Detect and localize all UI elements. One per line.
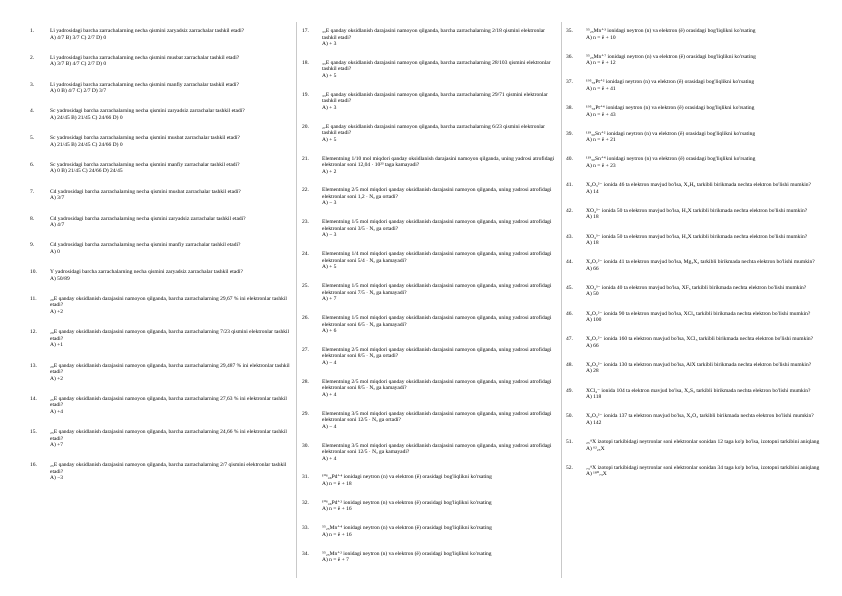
question-text: XCl₄⁻ ionida 104 ta elektron mavjud bo'lsa, X₂S₃ tarkibli birikmada nechta elektron bo'lishi mumkin? — [586, 387, 811, 394]
question-text: Sc yadrosidagi barcha zarrachalarning necha qismini musbat zarrachalar tashkil etadi? — [50, 135, 240, 142]
question-item — [30, 363, 292, 383]
question-number: 38. — [566, 105, 573, 112]
answer-text: A) + 3 — [322, 104, 337, 111]
question-item — [30, 189, 292, 202]
question-number: 40. — [566, 156, 573, 163]
question-number: 7. — [30, 188, 35, 195]
answer-text: A) 50/89 — [50, 275, 70, 282]
question-item — [566, 234, 828, 247]
question-text: Li yadrosidagi barcha zarrachalarning necha qismini manfiy zarrachalar tashkil etadi? — [50, 81, 239, 88]
answer-text: A) + 3 — [322, 41, 337, 47]
question-item — [30, 242, 292, 255]
question-number: 3. — [30, 81, 35, 88]
question-item — [302, 474, 558, 487]
question-text: Y yadrosidagi barcha zarrachalarning necha qismini zaryadsiz zarrachalar tashkil etadi? — [50, 269, 243, 276]
question-item — [566, 208, 828, 221]
answer-text: A) +7 — [50, 442, 64, 449]
answer-text: A) n = ē + 41 — [586, 85, 616, 92]
question-number: 21. — [302, 155, 309, 162]
question-text: X₂O₇²⁻ ionida 41 ta elektron mavjud bo'lsa, Mg₃X₂ tarkibli birikmada nechta elektron bo'lishi mumkin? — [586, 259, 815, 266]
answer-text: A) + 5 — [322, 136, 337, 143]
answer-text: A) +1 — [50, 342, 64, 349]
question-item — [566, 465, 828, 478]
question-text: ₇₃ᴬX izotopi tarkibidagi neytronlar soni elektronlar sonidan 34 taga ko'p bo'lsa, izotopni tarkibini aniqlang — [586, 464, 820, 471]
question-number: 8. — [30, 215, 35, 222]
question-item — [302, 525, 558, 538]
answer-text: A) n = ē + 23 — [586, 162, 616, 169]
question-item — [302, 347, 558, 367]
answer-text: A) ¹⁸⁰₇₃X — [586, 471, 607, 478]
answer-text: A) − 3 — [322, 232, 337, 239]
question-number: 23. — [302, 219, 309, 226]
question-text: Elementning 3/5 mol miqdori qanday oksidlanish darajasini namoyon qilganda, uning yadrosi atrofidagi elektronlar soni 12/5 · Nₐ ga kamayadi? — [322, 442, 552, 456]
question-item — [302, 443, 558, 463]
question-item — [30, 55, 292, 68]
question-item — [302, 219, 558, 239]
question-text: Li yadrosidagi barcha zarrachalarning necha qismini musbat zarrachalar tashkil etadi? — [50, 54, 240, 61]
answer-text: A) 50 — [586, 291, 599, 298]
question-item — [566, 439, 828, 452]
question-item — [30, 462, 292, 482]
column-divider — [296, 22, 297, 578]
question-item — [30, 82, 292, 95]
question-text: ₂₅E qanday oksidlanish darajasini namoyon qilganda, barcha zarrachalarning 2/7 qismini elektronlar tashkil etadi? — [50, 462, 287, 475]
answer-text: A) −3 — [50, 475, 64, 482]
question-number: 33. — [302, 525, 309, 532]
question-text: ¹⁰⁶₄₆Pd⁺² ionidagi neytron (n) va elektron (ē) orasidagi bog'liqlikni ko'rsating — [322, 499, 492, 506]
question-number: 18. — [302, 59, 309, 66]
question-item — [302, 551, 558, 564]
answer-text: A) n = ē + 12 — [586, 60, 616, 67]
question-item — [30, 216, 292, 229]
question-item — [302, 28, 558, 48]
question-text: Elementning 1/5 mol miqdori qanday oksidlanish darajasini namoyon qilganda, uning yadrosi atrofidagi elektronlar soni 6/5 · Nₐ ga kamayadi? — [322, 315, 552, 328]
question-number: 44. — [566, 259, 573, 266]
question-number: 12. — [30, 329, 37, 336]
question-text: ⁵⁵₂₅Mn⁺² ionidagi neytron (n) va elektron (ē) orasidagi bog'liqlikni ko'rsating — [322, 550, 492, 557]
answer-text: A) 24/45 B) 21/45 C) 24/66 D) 0 — [50, 114, 123, 121]
question-item — [30, 162, 292, 175]
answer-text: A) 66 — [586, 265, 599, 272]
question-number: 26. — [302, 315, 309, 322]
answer-text: A) 28 — [586, 368, 599, 375]
question-text: X₂O₃²⁻ ionida 130 ta elektron mavjud bo'lsa, AlX tarkibli birikmada nechta elektron bo'lishi mumkin? — [586, 361, 812, 368]
question-text: Sc yadrosidagi barcha zarrachalarning necha qismini manfiy zarrachalar tashkil etadi? — [50, 161, 240, 168]
question-text: X₂O₃²⁻ ionida 137 ta elektron mavjud bo'lsa, X₂O₃ tarkibli birikmada nechta elektron bo'lishi mumkin? — [586, 413, 814, 420]
question-number: 6. — [30, 161, 35, 168]
question-item — [566, 105, 828, 118]
answer-text: A) 0 B) 21/45 C) 24/66 D) 24/45 — [50, 168, 123, 175]
question-text: X₂O₇²⁻ ionida 160 ta elektron mavjud bo'lsa, XCl₃ tarkibli birikmada nechta elektron bo'lishi mumkin? — [586, 336, 814, 343]
answer-text: A) n = ē + 18 — [322, 480, 352, 487]
question-number: 31. — [302, 474, 309, 481]
answer-text: A) n = ē + 16 — [322, 531, 352, 538]
answer-text: A) n = ē + 10 — [586, 34, 616, 41]
question-text: Elementning 1/4 mol miqdori qanday oksidlanish darajasini namoyon qilganda, uning yadrosi atrofidagi elektronlar soni 5/4 · Nₐ ga kamayadi? — [322, 251, 552, 264]
question-item — [302, 187, 558, 207]
question-number: 13. — [30, 362, 37, 369]
question-text: Cd yadrosidagi barcha zarrachalarning necha qismini manfiy zarrachalar tashkil etadi? — [50, 242, 241, 249]
question-number: 10. — [30, 269, 37, 276]
question-item — [302, 124, 558, 144]
answer-text: A) n = ē + 21 — [586, 137, 616, 144]
answer-text: A) n = ē + 7 — [322, 557, 349, 564]
question-number: 35. — [566, 28, 573, 34]
question-number: 47. — [566, 336, 573, 343]
answer-text: A) + 5 — [322, 264, 337, 271]
answer-text: A) +2 — [50, 308, 64, 315]
answer-text: A) + 6 — [322, 328, 337, 335]
answer-text: A) 3/7 B) 4/7 C) 2/7 D) 0 — [50, 61, 107, 68]
answer-text: A) 118 — [586, 394, 602, 401]
question-text: ₃₃E qanday oksidlanish darajasini namoyon qilganda, barcha zarrachalarning 29/71 qismini elektronlar tashkil etadi? — [322, 91, 548, 105]
answer-text: A) − 3 — [322, 200, 337, 207]
answer-text: A) n = ē + 16 — [322, 506, 352, 513]
question-number: 32. — [302, 499, 309, 506]
answer-text: A) ⁶²₂₅X — [586, 445, 605, 452]
question-item — [566, 362, 828, 375]
question-text: ⁵⁵₂₅Mn⁺⁷ ionidagi neytron (n) va elektron (ē) orasidagi bog'liqlikni ko'rsating — [586, 53, 756, 60]
question-number: 39. — [566, 130, 573, 137]
question-text: ⁵⁵₂₅Mn⁺³ ionidagi neytron (n) va elektron (ē) orasidagi bog'liqlikni ko'rsating — [586, 28, 756, 34]
answer-text: A) + 4 — [322, 391, 337, 398]
answer-text: A) − 4 — [322, 359, 337, 366]
question-item — [566, 131, 828, 144]
question-item — [30, 396, 292, 416]
question-number: 5. — [30, 135, 35, 142]
question-number: 20. — [302, 123, 309, 130]
question-text: Elementning 1/5 mol miqdori qanday oksidlanish darajasini namoyon qilganda, uning yadrosi atrofidagi elektronlar soni 7/5 · Nₐ ga kamayadi? — [322, 283, 552, 296]
answer-text: A) 0 — [50, 248, 60, 255]
answer-text: A) 18 — [586, 240, 599, 246]
answer-text: A) 0 B) 4/7 C) 2/7 D) 3/7 — [50, 88, 107, 95]
answer-text: A) 14 — [586, 188, 599, 195]
question-text: Cd yadrosidagi barcha zarrachalarning necha qismini zaryadsiz zarrachalar tashkil etadi? — [50, 215, 246, 222]
question-item — [30, 429, 292, 449]
question-text: ₂₅E qanday oksidlanish darajasini namoyon qilganda, barcha zarrachalarning 24,66 % ini elektronlar tashkil etadi? — [50, 429, 287, 442]
question-number: 25. — [302, 283, 309, 290]
question-text: ¹¹⁹₅₀Sn⁺⁴ ionidagi neytron (n) va elektron (ē) orasidagi bog'liqlikni ko'rsating — [586, 156, 756, 163]
question-number: 30. — [302, 442, 309, 449]
question-item — [566, 79, 828, 92]
question-number: 24. — [302, 251, 309, 258]
question-number: 36. — [566, 53, 573, 60]
question-number: 29. — [302, 410, 309, 417]
question-item — [566, 336, 828, 349]
question-item — [566, 259, 828, 272]
question-number: 50. — [566, 413, 573, 420]
answer-text: A) +2 — [50, 375, 64, 382]
question-number: 1. — [30, 28, 35, 34]
question-number: 4. — [30, 108, 35, 115]
question-text: Elementning 2/5 mol miqdori qanday oksidlanish darajasini namoyon qilganda, uning yadrosi atrofidagi elektronlar soni 8/5 · Nₐ ga kamayadi? — [322, 378, 552, 392]
question-number: 43. — [566, 233, 573, 240]
question-item — [30, 135, 292, 148]
question-text: Elementning 1/5 mol miqdori qanday oksidlanish darajasini namoyon qilganda, uning yadrosi atrofidagi elektronlar soni 3/5 · Nₐ ga ortadi? — [322, 219, 552, 232]
question-number: 45. — [566, 284, 573, 291]
question-number: 14. — [30, 395, 37, 402]
question-item — [302, 156, 558, 176]
question-number: 51. — [566, 439, 573, 445]
question-text: ₂₅E qanday oksidlanish darajasini namoyon qilganda, barcha zarrachalarning 27,63 % ini elektronlar tashkil etadi? — [50, 395, 287, 409]
question-number: 11. — [30, 295, 37, 302]
answer-text: A) 4/7 B) 3/7 C) 2/7 D) 0 — [50, 34, 107, 41]
question-number: 49. — [566, 387, 573, 394]
question-item — [30, 28, 292, 41]
question-number: 19. — [302, 91, 309, 98]
column-2 — [302, 28, 558, 576]
answer-text: A) + 2 — [322, 168, 337, 175]
question-number: 16. — [30, 462, 37, 469]
question-number: 37. — [566, 79, 573, 86]
question-text: XO₄³⁻ ionida 50 ta elektron mavjud bo'lsa, H₃X tarkibli birikmada nechta elektron bo'lishi mumkin? — [586, 207, 808, 214]
question-item — [302, 379, 558, 399]
question-text: ¹⁰⁶₄₆Pd⁺⁴ ionidagi neytron (n) va elektron (ē) orasidagi bog'liqlikni ko'rsating — [322, 474, 492, 481]
answer-text: A) 100 — [586, 317, 602, 324]
answer-text: A) + 5 — [322, 72, 337, 79]
question-text: X₂O₇²⁻ ionida 90 ta elektron mavjud bo'lsa, XCl₆ tarkibli birikmada nechta elektron bo'lishi mumkin? — [586, 310, 811, 317]
question-item — [302, 500, 558, 513]
question-number: 2. — [30, 54, 35, 61]
answer-text: A) 4/7 — [50, 222, 65, 229]
question-number: 27. — [302, 346, 309, 353]
column-1 — [30, 28, 292, 496]
question-text: ₂₉E qanday oksidlanish darajasini namoyon qilganda, barcha zarrachalarning 7/23 qismini elektronlar tashkil etadi? — [50, 329, 290, 342]
question-item — [30, 269, 292, 282]
question-number: 34. — [302, 550, 309, 557]
answer-text: A) 142 — [586, 419, 602, 426]
answer-text: A) 66 — [586, 342, 599, 349]
question-item — [30, 329, 292, 349]
question-item — [302, 283, 558, 303]
question-number: 48. — [566, 361, 573, 368]
question-text: ₃₃E qanday oksidlanish darajasini namoyon qilganda, barcha zarrachalarning 2/18 qismini elektronlar tashkil etadi? — [322, 28, 545, 41]
question-item — [30, 296, 292, 316]
question-text: ₂₅ᴬX izotopi tarkibidagi neytronlar soni elektronlar sonidan 12 taga ko'p bo'lsa, izotopni tarkibini aniqlang — [586, 439, 820, 445]
question-text: ₃₃E qanday oksidlanish darajasini namoyon qilganda, barcha zarrachalarning 28/103 qismini elektronlar tashkil etadi? — [322, 59, 551, 73]
question-number: 22. — [302, 187, 309, 194]
question-text: Elementning 2/5 mol miqdori qanday oksidlanish darajasini namoyon qilganda, uning yadrosi atrofidagi elektronlar soni 8/5 · Nₐ ga ortadi? — [322, 346, 552, 360]
question-text: Elementning 1/10 mol miqdori qanday oksidlanish darajasini namoyon qilganda, uning yadrosi atrofidagi elektronlar soni 12,04 · 10²³ taga kamayadi? — [322, 155, 555, 169]
answer-text: A) 3/7 — [50, 195, 65, 202]
question-number: 41. — [566, 182, 573, 189]
question-item — [566, 54, 828, 67]
question-text: ⁵⁵₂₅Mn⁺⁴ ionidagi neytron (n) va elektron (ē) orasidagi bog'liqlikni ko'rsating — [322, 525, 492, 532]
question-item — [302, 315, 558, 335]
answer-text: A) +4 — [50, 408, 64, 415]
question-text: Li yadrosidagi barcha zarrachalarning necha qismini zaryadsiz zarrachalar tashkil etadi? — [50, 28, 245, 34]
question-text: ₂₉E qanday oksidlanish darajasini namoyon qilganda, barcha zarrachalarning 29,487 % ini elektronlar tashkil etadi? — [50, 362, 290, 376]
question-item — [302, 60, 558, 80]
question-item — [302, 251, 558, 271]
question-item — [566, 28, 828, 41]
question-text: XO₄³⁻ ionida 50 ta elektron mavjud bo'lsa, H₃X tarkibli birikmada nechta elektron bo'lishi mumkin? — [586, 233, 808, 240]
question-text: Elementning 3/5 mol miqdori qanday oksidlanish darajasini namoyon qilganda, uning yadrosi atrofidagi elektronlar soni 12/5 · Nₐ ga ortadi? — [322, 410, 552, 424]
question-text: ¹⁹⁵₇₈Pt⁺⁴ ionidagi neytron (n) va elektron (ē) orasidagi bog'liqlikni ko'rsating — [586, 105, 755, 112]
question-number: 28. — [302, 378, 309, 385]
answer-text: A) 18 — [586, 214, 599, 221]
question-item — [566, 388, 828, 401]
question-item — [566, 413, 828, 426]
question-text: Elementning 2/5 mol miqdori qanday oksidlanish darajasini namoyon qilganda, uning yadrosi atrofidagi elektronlar soni 1,2 · Nₐ ga ortadi? — [322, 187, 552, 200]
question-item — [566, 311, 828, 324]
answer-text: A) n = ē + 43 — [586, 111, 616, 118]
question-number: 15. — [30, 429, 37, 436]
question-text: ¹⁹⁵₇₈Pt⁺² ionidagi neytron (n) va elektron (ē) orasidagi bog'liqlikni ko'rsating — [586, 79, 755, 86]
answer-text: A) − 4 — [322, 423, 337, 430]
question-item — [566, 285, 828, 298]
question-item — [302, 92, 558, 112]
question-number: 9. — [30, 242, 35, 249]
question-text: XO₄³⁻ ionida 40 ta elektron mavjud bo'lsa, XF₅ tarkibli birikmada nechta elektron bo'lishi mumkin? — [586, 284, 807, 291]
answer-text: A) 21/45 B) 24/45 C) 24/66 D) 0 — [50, 141, 123, 148]
question-text: Sc yadrosidagi barcha zarrachalarning necha qismini zaryadsiz zarrachalar tashkil etadi? — [50, 108, 245, 115]
answer-text: A) + 4 — [322, 455, 337, 462]
column-3 — [566, 28, 828, 490]
question-number: 52. — [566, 464, 573, 471]
question-text: ¹¹⁹₅₀Sn⁺² ionidagi neytron (n) va elektron (ē) orasidagi bog'liqlikni ko'rsating — [586, 130, 756, 137]
question-text: ₂₇E qanday oksidlanish darajasini namoyon qilganda, barcha zarrachalarning 6/23 qismini elektronlar tashkil etadi? — [322, 123, 545, 137]
question-item — [566, 156, 828, 169]
question-number: 46. — [566, 310, 573, 317]
question-item — [302, 411, 558, 431]
question-text: Cd yadrosidagi barcha zarrachalarning necha qismini musbat zarrachalar tashkil etadi? — [50, 188, 241, 195]
question-text: X₂O₃²⁻ ionida 46 ta elektron mavjud bo'lsa, X₂H₆ tarkibli birikmada nechta elektron bo'lishi mumkin? — [586, 182, 811, 189]
question-number: 17. — [302, 28, 309, 34]
question-item — [30, 108, 292, 121]
question-item — [566, 182, 828, 195]
question-number: 42. — [566, 207, 573, 214]
question-text: ₂₉E qanday oksidlanish darajasini namoyon qilganda, barcha zarrachalarning 29,67 % ini elektronlar tashkil etadi? — [50, 295, 287, 309]
answer-text: A) + 7 — [322, 296, 337, 303]
column-divider — [561, 22, 562, 578]
